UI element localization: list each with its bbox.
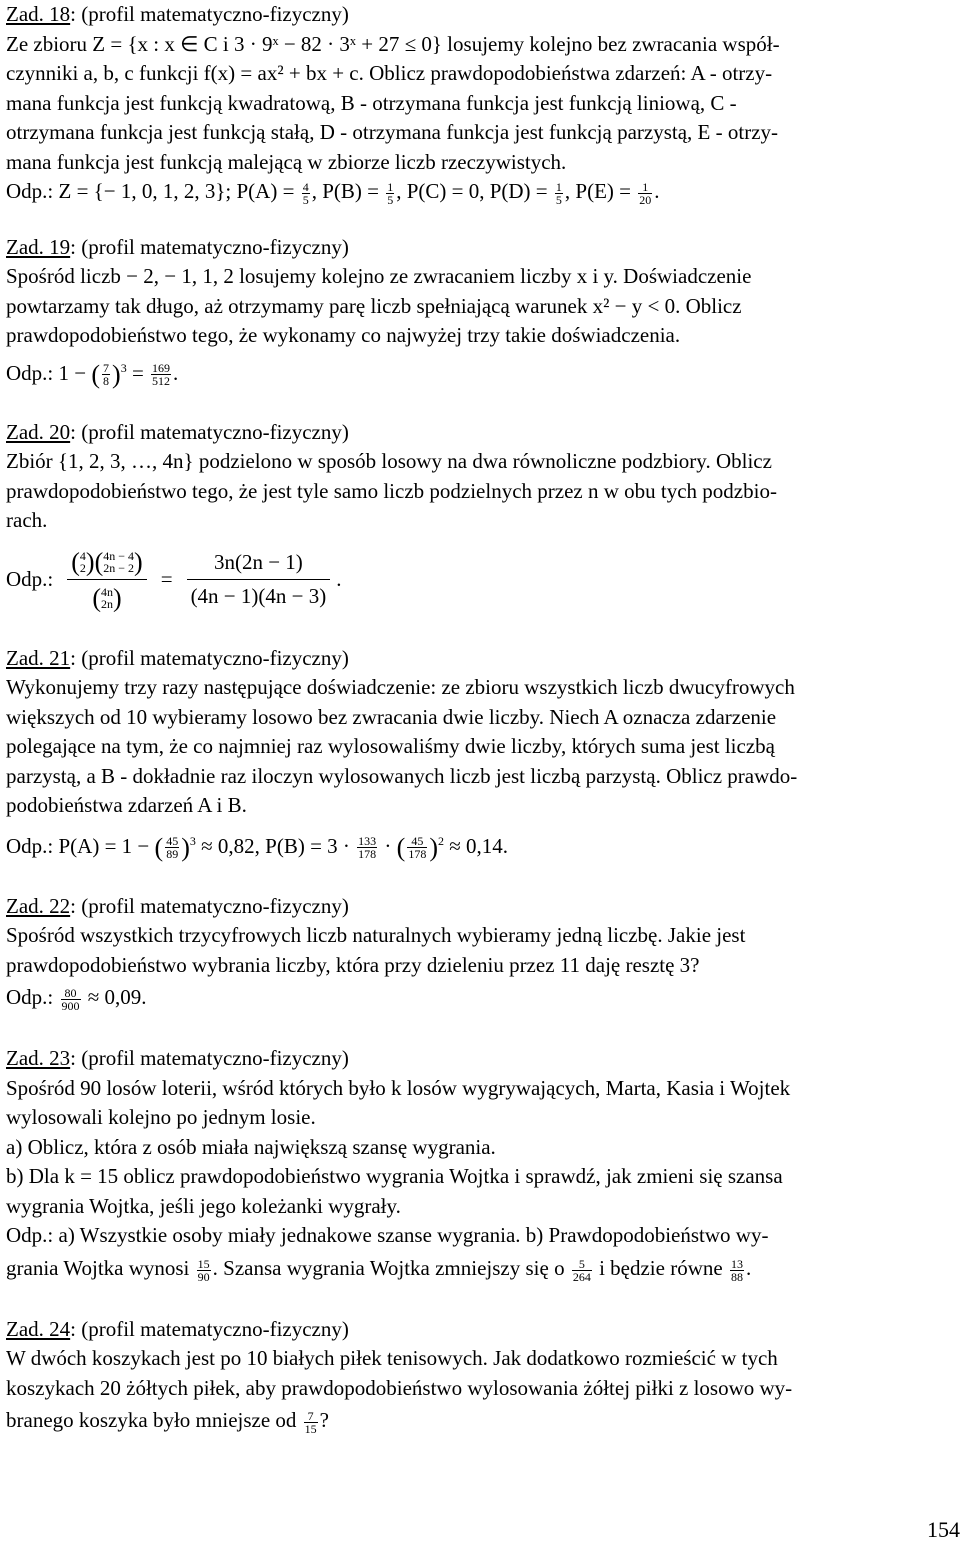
task-21 (6, 644, 950, 868)
task-21-number: Zad. 21 (6, 645, 71, 670)
fraction (572, 1258, 592, 1283)
task-21-line: polegające na tym, że co najmniej raz wylosowaliśmy dwie liczby, których suma jest liczbą (6, 734, 775, 759)
task-21-line: większych od 10 wybieramy losowo bez zwracania dwie liczby. Niech A oznacza zdarzenie (6, 704, 777, 729)
answer-text: . (745, 1255, 752, 1280)
fraction-numerator: 5 (572, 1258, 592, 1271)
spacer (6, 624, 950, 644)
task-23-number: Zad. 23 (6, 1046, 71, 1071)
answer-label: Odp.: (6, 566, 54, 591)
task-24-text: branego koszyka było mniejsze od (6, 1408, 297, 1433)
task-23-line: Odp.: a) Wszystkie osoby miały jednakowe szanse wygrania. b) Prawdopodobieństwo wy- (6, 1223, 769, 1248)
spacer (6, 868, 950, 892)
fraction (197, 1258, 211, 1283)
task-18-line: czynniki a, b, c funkcji f(x) = ax² + bx + c. Oblicz prawdopodobieństwa zdarzeń: A - otrzy- (6, 61, 773, 85)
paren-close: ) (85, 547, 95, 577)
task-20-line: prawdopodobieństwo tego, że jest tyle samo liczb podzielnych przez n w obu tych podzbio- (6, 478, 777, 503)
binomial-fraction (67, 546, 146, 613)
answer-text: ≈ 0,14. (449, 833, 509, 858)
paren-open: ( (396, 832, 406, 862)
fraction-denominator: 89 (166, 847, 179, 862)
fraction-numerator: 13 (730, 1256, 743, 1271)
fraction-denominator: 5 (302, 192, 309, 207)
task-23-line: b) Dla k = 15 oblicz prawdopodobieństwo wygrania Wojtka i sprawdź, jak zmieni się szansa (6, 1164, 783, 1189)
fraction-numerator: 3n(2n − 1) (187, 548, 331, 581)
spacer (6, 1014, 950, 1044)
task-18-line: mana funkcja jest funkcją malejącą w zbiorze liczb rzeczywistych. (6, 149, 567, 174)
fraction-denominator: 15 (304, 1422, 317, 1437)
fraction (151, 362, 171, 387)
answer-text: ≈ 0,82, P(B) = 3 · (201, 833, 350, 858)
document-page (6, 0, 950, 1437)
fraction-numerator: 1 (638, 181, 652, 194)
task-18-line: otrzymana funkcja jest funkcją stałą, D - otrzymana funkcja jest funkcją parzystą, E - otrzy- (6, 120, 779, 144)
answer-text: Odp.: Z = {− 1, 0, 1, 2, 3}; P(A) = (6, 179, 295, 203)
task-24-text: ? (319, 1408, 329, 1433)
spacer (6, 1285, 950, 1315)
task-23-line: wylosowali kolejno po jednym losie. (6, 1105, 316, 1130)
equals-sign: = (160, 566, 173, 591)
task-23-header (6, 1044, 950, 1074)
task-18-header (6, 0, 950, 30)
answer-text: , P(B) = (311, 179, 379, 203)
fraction-numerator: 1 (555, 179, 562, 194)
binomial-top: 4n (100, 585, 113, 600)
binomial-bottom: 2n − 2 (103, 561, 135, 576)
exponent: 3 (189, 833, 196, 848)
task-21-answer (6, 821, 950, 868)
fraction-numerator: 15 (197, 1256, 210, 1271)
binomial-bottom: 2 (79, 561, 86, 576)
task-18-profile: : (profil matematyczno-fizyczny) (70, 2, 349, 26)
fraction-denominator: 900 (61, 999, 80, 1014)
fraction-numerator: 45 (166, 834, 179, 849)
answer-text: grania Wojtka wynosi (6, 1255, 190, 1280)
task-19-line: Spośród liczb − 2, − 1, 1, 2 losujemy kolejno ze zwracaniem liczby x i y. Doświadczenie (6, 264, 752, 288)
task-22 (6, 892, 950, 1015)
task-24-profile: : (profil matematyczno-fizyczny) (70, 1316, 349, 1341)
task-23-line: a) Oblicz, która z osób miała największą szansę wygrania. (6, 1134, 496, 1159)
fraction (730, 1258, 744, 1283)
fraction (102, 362, 110, 387)
task-23-answer (6, 1251, 950, 1285)
fraction-denominator: 20 (639, 192, 652, 207)
fraction-numerator: 1 (387, 179, 394, 194)
task-23-line: Spośród 90 losów loterii, wśród których było k losów wygrywających, Marta, Kasia i Wojtek (6, 1075, 791, 1100)
fraction-denominator: 88 (730, 1269, 743, 1284)
task-20-number: Zad. 20 (6, 419, 71, 444)
fraction-denominator: 512 (152, 374, 171, 389)
spacer (6, 207, 950, 233)
task-24-last-line (6, 1403, 950, 1437)
fraction-denominator: 90 (197, 1269, 210, 1284)
task-18-answer (6, 177, 950, 207)
task-18-number: Zad. 18 (6, 2, 71, 26)
fraction-denominator: 5 (387, 192, 394, 207)
paren-close: ) (181, 832, 190, 862)
task-22-line: Spośród wszystkich trzycyfrowych liczb naturalnych wybieramy jedną liczbę. Jakie jest (6, 923, 746, 948)
task-24-line: koszykach 20 żółtych piłek, aby prawdopodobieństwo wylosowania żółtej piłki z losowo wy- (6, 1375, 793, 1400)
binomial (103, 550, 134, 574)
page-number: 154 (927, 1517, 960, 1542)
fraction-denominator (67, 580, 146, 613)
answer-text: . (654, 179, 660, 203)
fraction-numerator: 7 (304, 1410, 318, 1423)
fraction-denominator: 178 (408, 847, 427, 862)
fraction (187, 548, 331, 612)
binomial (101, 586, 113, 610)
binomial-top: 4n − 4 (103, 549, 135, 564)
task-21-line: parzystą, a B - dokładnie raz iloczyn wylosowanych liczb jest liczbą parzystą. Oblicz prawdo- (6, 763, 798, 788)
task-24-line: W dwóch koszykach jest po 10 białych piłek tenisowych. Jak dodatkowo rozmieścić w tych (6, 1346, 778, 1371)
task-22-header (6, 892, 950, 922)
binomial-bottom: 2n (100, 597, 113, 612)
task-23 (6, 1044, 950, 1285)
fraction-denominator: 264 (572, 1269, 591, 1284)
fraction-numerator: 133 (358, 834, 377, 849)
answer-text: i będzie równe (599, 1255, 723, 1280)
answer-text: Odp.: P(A) = 1 − (6, 833, 150, 858)
paren-open: ( (71, 547, 80, 577)
answer-text: , P(E) = (564, 179, 631, 203)
binomial-top: 4 (79, 549, 86, 564)
fraction-numerator: 45 (407, 835, 427, 848)
task-21-profile: : (profil matematyczno-fizyczny) (70, 645, 349, 670)
paren-open: ( (92, 583, 101, 613)
answer-text: . (336, 566, 342, 591)
task-20-line: Zbiór {1, 2, 3, …, 4n} podzielono w sposób losowy na dwa równoliczne podzbiory. Oblicz (6, 449, 772, 474)
task-18 (6, 0, 950, 207)
answer-text: Odp.: (6, 985, 54, 1010)
fraction (61, 987, 81, 1012)
paren-open: ( (91, 359, 101, 389)
fraction (638, 181, 652, 206)
fraction-numerator: 7 (103, 361, 110, 376)
task-20-profile: : (profil matematyczno-fizyczny) (70, 419, 349, 444)
fraction (357, 835, 377, 860)
answer-text: Odp.: 1 − (6, 360, 87, 385)
multiply-dot: · (384, 833, 392, 858)
task-20-header (6, 418, 950, 448)
fraction (386, 181, 394, 206)
task-22-answer (6, 980, 950, 1014)
task-22-line: prawdopodobieństwo wybrania liczby, która przy dzieleniu przez 11 daję resztę 3? (6, 952, 700, 977)
task-23-profile: : (profil matematyczno-fizyczny) (70, 1046, 349, 1071)
task-19-line: powtarzamy tak długo, aż otrzymamy parę liczb spełniającą warunek x² − y < 0. Oblicz (6, 293, 742, 318)
task-20 (6, 418, 950, 624)
fraction-numerator: 169 (152, 361, 171, 376)
task-19-profile: : (profil matematyczno-fizyczny) (70, 234, 349, 259)
fraction (304, 1410, 318, 1435)
task-19-number: Zad. 19 (6, 234, 71, 259)
fraction (555, 181, 563, 206)
fraction-numerator: 80 (61, 987, 81, 1000)
task-23-line: wygrania Wojtka, jeśli jego koleżanki wygrały. (6, 1193, 401, 1218)
answer-text: . (173, 360, 179, 385)
task-19-answer (6, 351, 950, 392)
task-24-header (6, 1315, 950, 1345)
answer-text: , P(C) = 0, P(D) = (396, 179, 548, 203)
task-19 (6, 233, 950, 392)
equals-sign: = (131, 360, 144, 385)
task-22-number: Zad. 22 (6, 893, 71, 918)
task-21-header (6, 644, 950, 674)
fraction-denominator: 5 (555, 192, 562, 207)
task-21-line: Wykonujemy trzy razy następujące doświadczenie: ze zbioru wszystkich liczb dwucyfrowych (6, 675, 795, 700)
task-24-number: Zad. 24 (6, 1316, 71, 1341)
task-21-line: podobieństwa zdarzeń A i B. (6, 793, 247, 818)
paren-open: ( (94, 547, 104, 577)
paren-close: ) (134, 547, 143, 577)
paren-close: ) (429, 832, 439, 862)
task-19-header (6, 233, 950, 263)
spacer (6, 392, 950, 418)
task-18-line: Ze zbioru Z = {x : x ∈ C i 3 · 9ˣ − 82 · 3ˣ + 27 ≤ 0} losujemy kolejno bez zwracania współ- (6, 31, 780, 56)
fraction-numerator: 4 (302, 179, 309, 194)
fraction-denominator: 178 (358, 847, 377, 862)
exponent: 2 (438, 833, 445, 848)
fraction (165, 835, 179, 860)
answer-text: ≈ 0,09. (87, 985, 147, 1010)
paren-close: ) (112, 583, 122, 613)
fraction (302, 181, 310, 206)
task-20-line: rach. (6, 508, 48, 533)
exponent: 3 (120, 360, 127, 375)
task-18-line: mana funkcja jest funkcją kwadratową, B - otrzymana funkcja jest funkcją liniową, C - (6, 90, 737, 115)
task-24 (6, 1315, 950, 1438)
fraction-denominator: 8 (103, 374, 110, 389)
fraction-numerator (67, 546, 146, 580)
fraction-denominator: (4n − 1)(4n − 3) (190, 584, 327, 609)
paren-close: ) (112, 359, 121, 389)
fraction (407, 835, 427, 860)
answer-text: . Szansa wygrania Wojtka zmniejszy się o (212, 1255, 565, 1280)
paren-open: ( (154, 832, 164, 862)
task-20-answer (6, 536, 950, 624)
task-19-line: prawdopodobieństwo tego, że wykonamy co najwyżej trzy takie doświadczenia. (6, 323, 681, 347)
task-22-profile: : (profil matematyczno-fizyczny) (70, 893, 349, 918)
